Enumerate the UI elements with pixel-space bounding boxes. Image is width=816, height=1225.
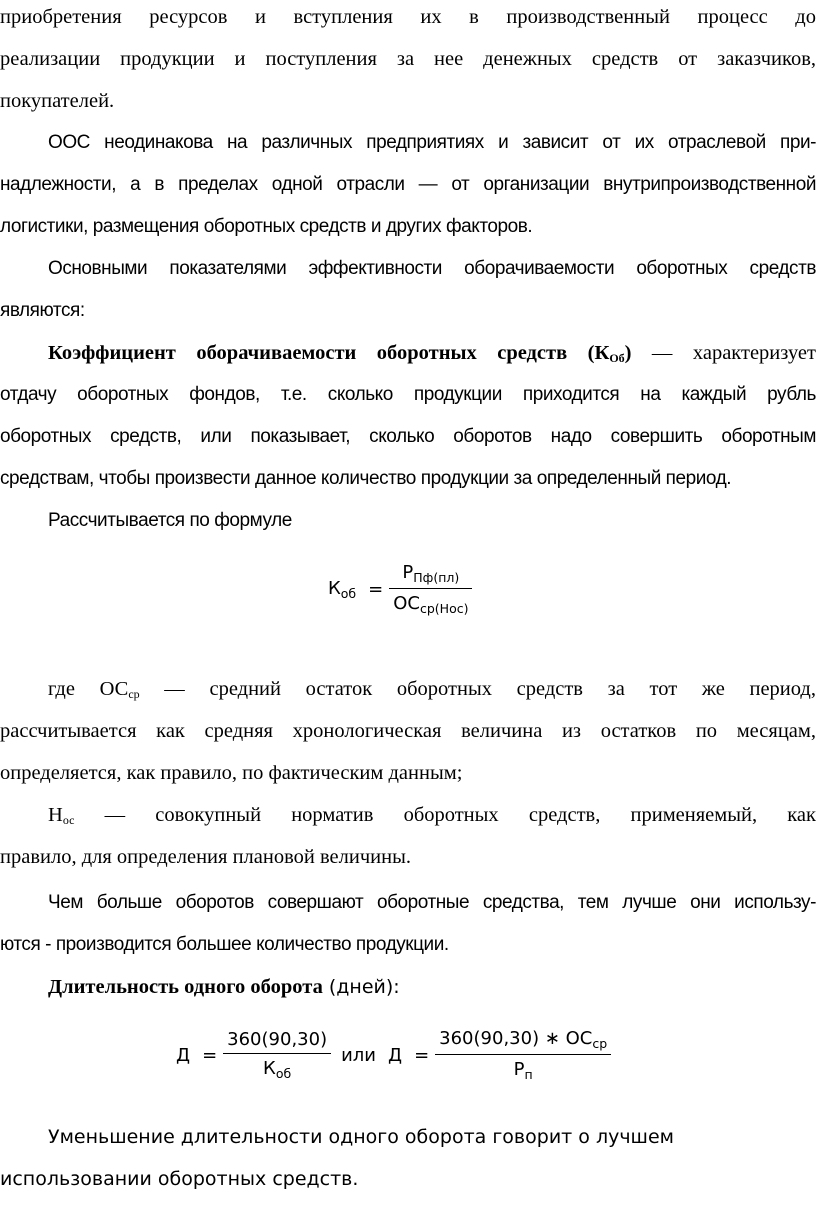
paragraph-4-line-3: оборотных средств, или показывает, сколько оборотов надо совершить оборотным — [0, 426, 816, 447]
formula-1-equals: = — [368, 578, 384, 600]
term-subscript: Об — [609, 351, 625, 365]
formula-2-equals: = — [202, 1044, 218, 1066]
formula-1-numerator: $Р_{Пф(пл)}$ — [389, 562, 472, 589]
paragraph-1-line-3: покупателей. — [0, 90, 115, 112]
paragraph-3-line-2: являются: — [0, 300, 85, 321]
paragraph-10-line-1: Уменьшение длительности одного оборота говорит о лучшем — [48, 1126, 674, 1148]
paragraph-2-line-2: надлежности, а в пределах одной отрасли — от организации внутрипроизводственной — [0, 174, 816, 195]
paragraph-6-line-1: где $ОС_{ср}$ — средний остаток оборотных средств за тот же период, — [48, 678, 816, 701]
paragraph-9-heading — [0, 974, 816, 1000]
paragraph-4-line-4: средствам, чтобы произвести данное количество продукции за определенный период. — [0, 468, 732, 489]
term-text: Коэффициент оборачиваемости оборотных средств (К — [48, 342, 610, 364]
paragraph-1-line-2: реализации продукции и поступления за нее денежных средств от заказчиков, — [0, 48, 816, 70]
paragraph-7-line-1: $Н_{ос}$ — совокупный норматив оборотных средств, применяемый, как — [48, 804, 816, 827]
formula-2-lhs-alt: Д — [388, 1044, 403, 1066]
formula-2-equals-alt: = — [414, 1044, 430, 1066]
duration-heading-bold: Длительность одного оборота — [48, 976, 323, 998]
paragraph-10-line-2: использовании оборотных средств. — [0, 1168, 359, 1190]
paragraph-1-line-1: приобретения ресурсов и вступления их в производственный процесс до — [0, 6, 816, 28]
paragraph-6-line-3: определяется, как правило, по фактическим данным; — [0, 762, 463, 784]
paragraph-3-line-1: Основными показателями эффективности оборачиваемости оборотных средств — [48, 258, 816, 279]
paragraph-5-line-1: Рассчитывается по формуле — [48, 510, 292, 531]
formula-1-lhs: $К_{об}$ — [328, 577, 357, 601]
paragraph-2-line-3: логистики, размещения оборотных средств и других факторов. — [0, 216, 533, 237]
paragraph-4-line-2: отдачу оборотных фондов, т.е. сколько продукции приходится на каждый рубль — [0, 384, 816, 405]
formula-2-lhs: Д — [176, 1044, 191, 1066]
formula-2-numerator-alt: 360(90,30) ∗ $ОС_{ср}$ — [435, 1028, 611, 1055]
formula-2-numerator: 360(90,30) — [223, 1029, 331, 1054]
formula-2-fraction — [223, 1029, 331, 1081]
formula-turnover-ratio — [328, 562, 472, 616]
duration-heading-units: (дней): — [322, 976, 400, 998]
formula-2-or: или — [341, 1044, 376, 1066]
term-bold — [48, 342, 631, 364]
paragraph-7-line-2: правило, для определения плановой величины. — [0, 846, 411, 868]
formula-1-denominator: $ОС_{ср(Нос)}$ — [393, 593, 469, 616]
term-rest: — характеризует — [631, 342, 816, 364]
paragraph-8-line-2: ются - производится большее количество продукции. — [0, 934, 449, 955]
paragraph-2-line-1: ООС неодинакова на различных предприятиях и зависит от их отраслевой при- — [48, 132, 816, 153]
formula-2-denominator: $К_{об}$ — [263, 1058, 292, 1081]
formula-1-fraction — [389, 562, 472, 616]
paragraph-8-line-1: Чем больше оборотов совершают оборотные средства, тем лучше они использу- — [48, 892, 816, 913]
formula-turnover-duration — [176, 1028, 611, 1082]
paragraph-4-line-1 — [0, 340, 816, 366]
formula-2-denominator-alt: $Р_п$ — [513, 1059, 533, 1082]
term-close: ) — [624, 342, 632, 364]
paragraph-6-line-2: рассчитывается как средняя хронологическая величина из остатков по месяцам, — [0, 720, 816, 742]
formula-2-fraction-alt — [435, 1028, 611, 1082]
